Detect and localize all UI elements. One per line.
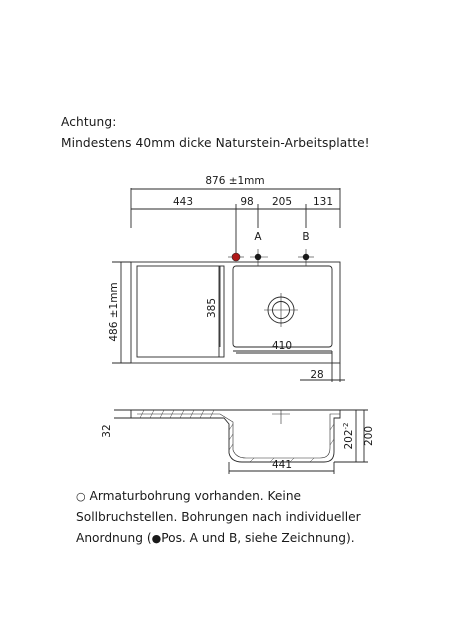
dim-bowl-depth: 385 bbox=[206, 297, 218, 319]
dim-segment-1: 443 bbox=[172, 196, 194, 208]
dim-rim-height: 32 bbox=[101, 424, 113, 438]
dim-segment-3: 205 bbox=[271, 196, 293, 208]
dim-segment-4: 131 bbox=[312, 196, 334, 208]
dim-side-depth-total: 200 bbox=[363, 425, 375, 447]
dim-bowl-width: 410 bbox=[271, 340, 293, 352]
dim-depth: 486 ±1mm bbox=[108, 282, 120, 342]
dim-side-bowl-width: 441 bbox=[271, 459, 293, 471]
note-line-3-end: Pos. A und B, siehe Zeichnung). bbox=[161, 531, 355, 545]
note-line-2: Sollbruchstellen. Bohrungen nach individueller bbox=[76, 510, 361, 524]
label-position-a: A bbox=[254, 231, 262, 243]
tap-hole-b bbox=[303, 254, 309, 260]
label-position-b: B bbox=[302, 231, 310, 243]
tap-hole-a bbox=[255, 254, 261, 260]
note-line-3 bbox=[76, 528, 416, 549]
dim-segment-2: 98 bbox=[240, 196, 254, 208]
bowl-outline bbox=[233, 266, 332, 347]
note-line-1-text: Armaturbohrung vorhanden. Keine bbox=[89, 489, 302, 503]
note-line-3-start: Anordnung ( bbox=[76, 531, 152, 545]
dim-overall-width: 876 ±1mm bbox=[205, 175, 265, 187]
warning-heading: Achtung: bbox=[61, 115, 117, 129]
dim-edge-offset: 28 bbox=[310, 369, 324, 381]
open-circle-icon: ○ bbox=[76, 490, 86, 503]
sink-outline bbox=[131, 262, 340, 363]
warning-text: Mindestens 40mm dicke Naturstein-Arbeitsplatte! bbox=[61, 136, 370, 150]
installation-note bbox=[76, 486, 416, 549]
note-line-1 bbox=[76, 486, 416, 507]
filled-circle-icon: ● bbox=[151, 532, 162, 545]
tap-hole-existing bbox=[232, 253, 240, 261]
side-profile-inner bbox=[137, 414, 340, 458]
dim-side-depth-partial: $202^{-2}$ bbox=[342, 422, 355, 450]
